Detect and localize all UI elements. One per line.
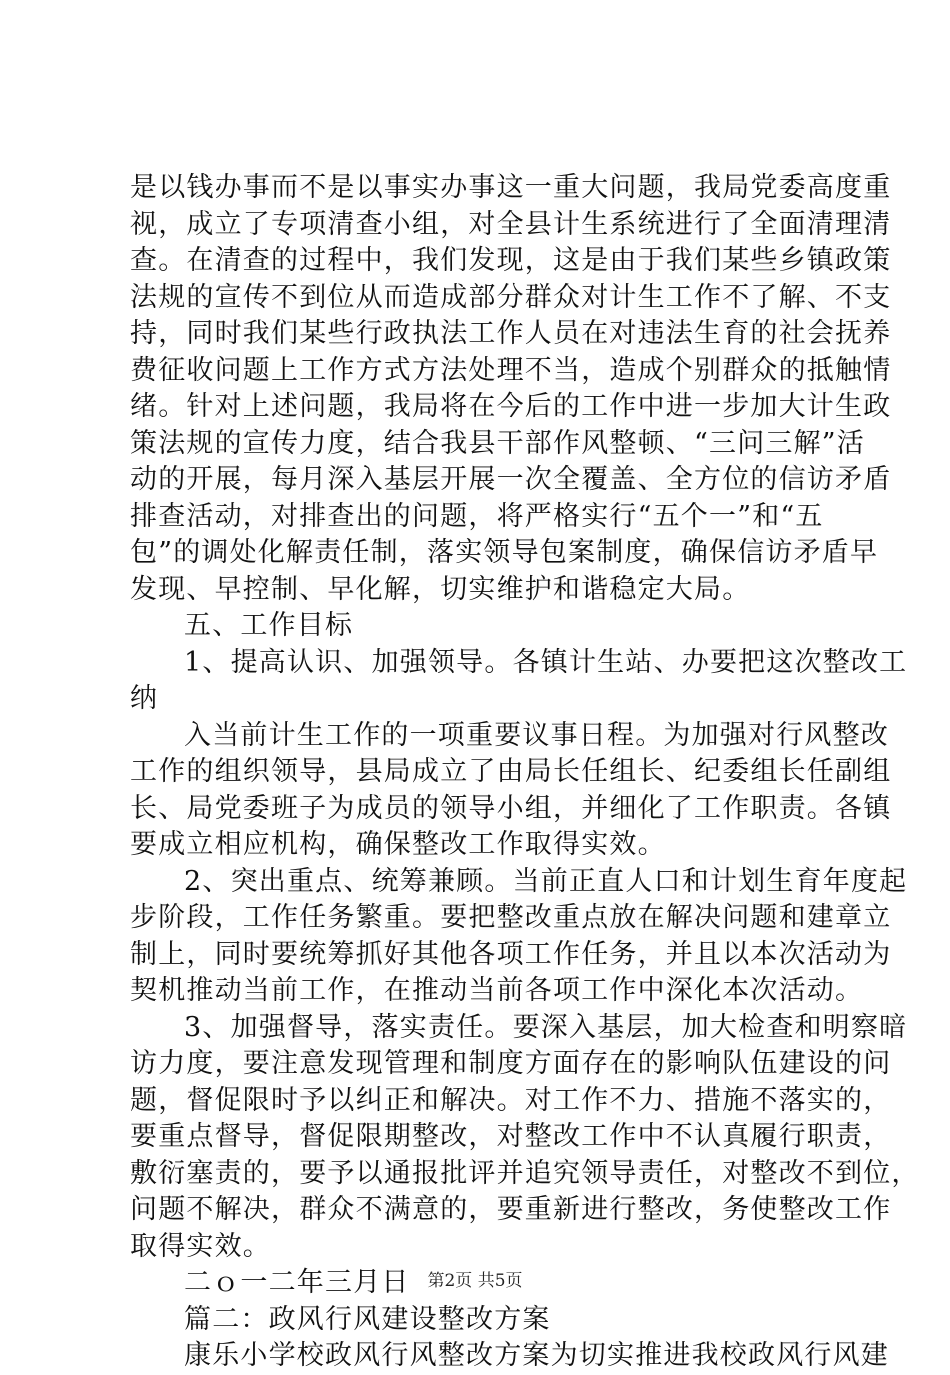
- text-line: 契机推动当前工作，在推动当前各项工作中深化本次活动。: [130, 975, 864, 1006]
- text-line: 制上，同时要统筹抓好其他各项工作任务，并且以本次活动为: [130, 938, 892, 970]
- text-line: 2、突出重点、统筹兼顾。当前正直人口和计划生育年度起: [184, 865, 908, 897]
- text-line: 1、提高认识、加强领导。各镇计生站、办要把这次整改工: [184, 646, 908, 678]
- text-line: 敷衍塞责的，要予以通报批评并追究领导责任，对整改不到位，: [130, 1157, 920, 1189]
- text-line: 二ｏ一二年三月日: [184, 1267, 410, 1298]
- text-line: 篇二：政风行风建设整改方案: [184, 1303, 551, 1335]
- text-line: 访力度，要注意发现管理和制度方面存在的影响队伍建设的问: [130, 1048, 892, 1079]
- text-line: 入当前计生工作的一项重要议事日程。为加强对行风整改: [184, 719, 889, 751]
- text-line: 包”的调处化解责任制，落实领导包案制度，确保信访矛盾早: [130, 537, 879, 568]
- text-line: 视，成立了专项清查小组，对全县计生系统进行了全面清理清: [130, 208, 892, 240]
- text-line: 长、局党委班子为成员的领导小组，并细化了工作职责。各镇: [130, 792, 892, 824]
- text-line: 康乐小学校政风行风整改方案为切实推进我校政风行风建: [184, 1340, 889, 1371]
- text-line: 要成立相应机构，确保整改工作取得实效。: [130, 829, 666, 860]
- text-line: 发现、早控制、早化解，切实维护和谐稳定大局。: [130, 573, 751, 605]
- text-line: 题，督促限时予以纠正和解决。对工作不力、措施不落实的，: [130, 1084, 892, 1116]
- text-line: 步阶段，工作任务繁重。要把整改重点放在解决问题和建章立: [130, 902, 892, 933]
- text-line: 法规的宣传不到位从而造成部分群众对计生工作不了解、不支: [130, 281, 892, 313]
- text-line: 是以钱办事而不是以事实办事这一重大问题，我局党委高度重: [130, 172, 892, 203]
- text-line: 纳: [130, 683, 159, 714]
- text-line: 问题不解决，群众不满意的，要重新进行整改，务使整改工作: [130, 1194, 892, 1225]
- text-line: 要重点督导，督促限期整改，对整改工作中不认真履行职责，: [130, 1121, 892, 1152]
- text-line: 持，同时我们某些行政执法工作人员在对违法生育的社会抚养: [130, 318, 892, 349]
- text-line: 工作的组织领导，县局成立了由局长任组长、纪委组长任副组: [130, 756, 892, 787]
- text-line: 查。在清查的过程中，我们发现，这是由于我们某些乡镇政策: [130, 245, 892, 276]
- text-line: 绪。针对上述问题，我局将在今后的工作中进一步加大计生政: [130, 391, 892, 422]
- page-footer: 第2页 共5页: [427, 1271, 523, 1291]
- text-line: 策法规的宣传力度，结合我县干部作风整顿、“三问三解”活: [130, 427, 866, 459]
- text-line: 取得实效。: [130, 1230, 271, 1262]
- text-line: 动的开展，每月深入基层开展一次全覆盖、全方位的信访矛盾: [130, 464, 892, 495]
- text-line: 3、加强督导，落实责任。要深入基层，加大检查和明察暗: [184, 1011, 908, 1043]
- document-body: [130, 170, 920, 1375]
- text-line: 排查活动，对排查出的问题，将严格实行“五个一”和“五: [130, 500, 824, 532]
- text-line: 五、工作目标: [184, 610, 354, 641]
- text-line: 费征收问题上工作方式方法处理不当，造成个别群众的抵触情: [130, 354, 892, 386]
